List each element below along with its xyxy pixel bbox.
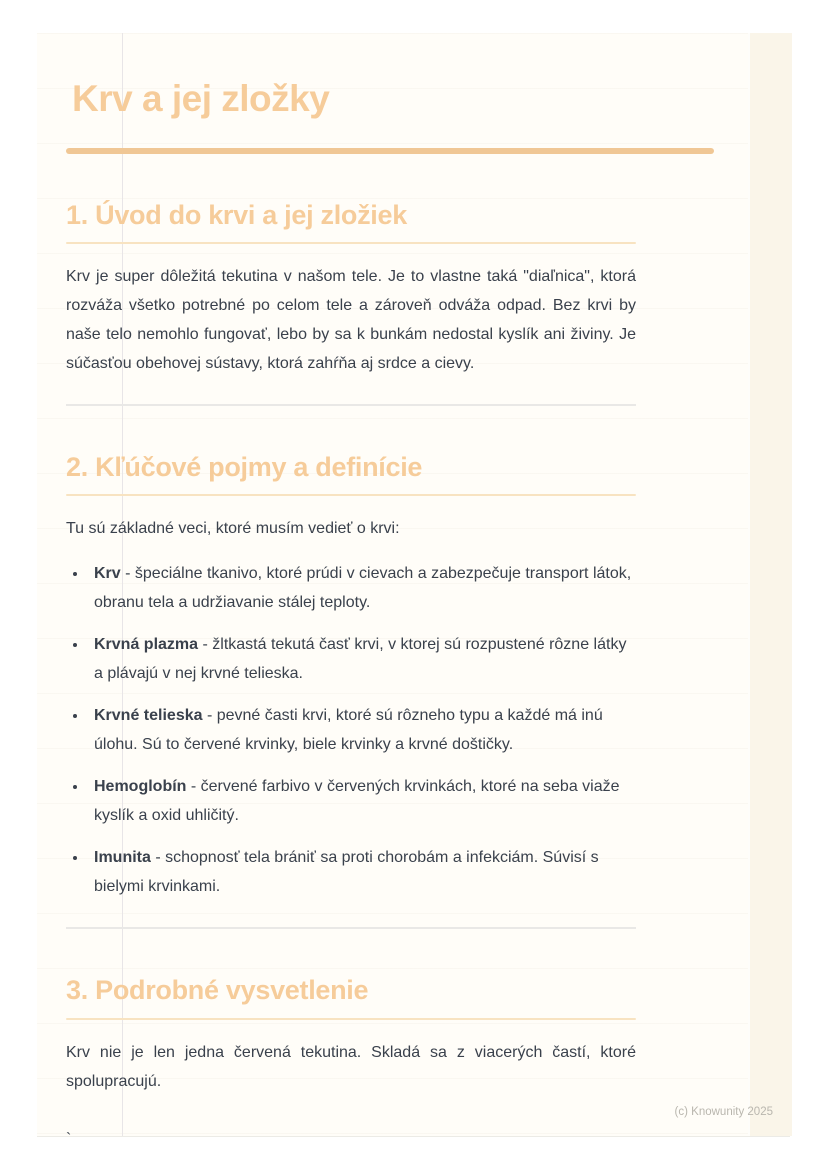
term-definition: schopnosť tela brániť sa proti chorobám a infekciám. Súvisí s bielymi krvinkami. — [94, 849, 599, 896]
document-content — [66, 33, 636, 1154]
term-definition: pevné časti krvi, ktoré sú rôzneho typu a každé má inú úlohu. Sú to červené krvinky, biele krvinky a krvné doštičky. — [94, 707, 603, 754]
term-item — [88, 701, 636, 759]
page-title: Krv a jej zložky — [72, 78, 330, 119]
section-divider — [66, 404, 636, 406]
section-key-terms — [66, 451, 636, 901]
section-1-heading: 1. Úvod do krvi a jej zložiek — [66, 199, 407, 230]
term-definition: špeciálne tkanivo, ktoré prúdi v cievach a zabezpečuje transport látok, obranu tela a udržiavanie stálej teploty. — [94, 565, 632, 612]
document-page — [37, 33, 790, 1148]
heading-underline — [66, 1018, 636, 1020]
term-definition: červené farbivo v červených krvinkách, ktoré na seba viaže kyslík a oxid uhličitý. — [94, 778, 620, 825]
heading-underline — [66, 242, 636, 244]
term-name: Imunita — [94, 849, 151, 867]
notebook-right-band — [748, 33, 792, 1136]
stray-backtick: ` — [66, 1130, 72, 1148]
term-item — [88, 630, 636, 688]
term-name: Hemoglobín — [94, 778, 187, 796]
heading-underline — [66, 494, 636, 496]
term-name: Krv — [94, 565, 121, 583]
copyright-footer: (c) Knowunity 2025 — [674, 1106, 773, 1118]
term-item — [88, 843, 636, 901]
term-separator: - — [186, 778, 201, 796]
term-separator: - — [202, 707, 217, 725]
section-2-heading: 2. Kľúčové pojmy a definície — [66, 451, 423, 482]
section-2-intro: Tu sú základné veci, ktoré musím vedieť o krvi: — [66, 520, 400, 538]
section-3-paragraph: Krv nie je len jedna červená tekutina. Skladá sa z viacerých častí, ktoré spolupracujú. — [66, 1043, 636, 1090]
term-separator: - — [198, 636, 213, 654]
term-name: Krvné telieska — [94, 707, 203, 725]
section-detail — [66, 974, 636, 1153]
term-separator: - — [120, 565, 135, 583]
term-separator: - — [150, 849, 166, 867]
term-item — [88, 772, 636, 830]
term-definition: žltkastá tekutá časť krvi, v ktorej sú rozpustené rôzne látky a plávajú v nej krvné telieska. — [94, 636, 627, 683]
key-terms-list — [66, 559, 636, 901]
section-intro — [66, 199, 636, 378]
section-divider — [66, 927, 636, 929]
section-3-heading: 3. Podrobné vysvetlenie — [66, 975, 369, 1006]
term-item — [88, 559, 636, 617]
term-name: Krvná plazma — [94, 636, 199, 654]
title-underline — [66, 148, 714, 154]
section-1-paragraph: Krv je super dôležitá tekutina v našom tele. Je to vlastne taká "diaľnica", ktorá rozváža všetko potrebné po celom tele a zároveň odváža odpad. Bez krvi by naše telo nemohlo fungovať, lebo by sa k bunkám nedostal kyslík ani živiny. Je súčasťou obehovej sústavy, ktorá zahŕňa aj srdce a cievy. — [66, 267, 636, 372]
